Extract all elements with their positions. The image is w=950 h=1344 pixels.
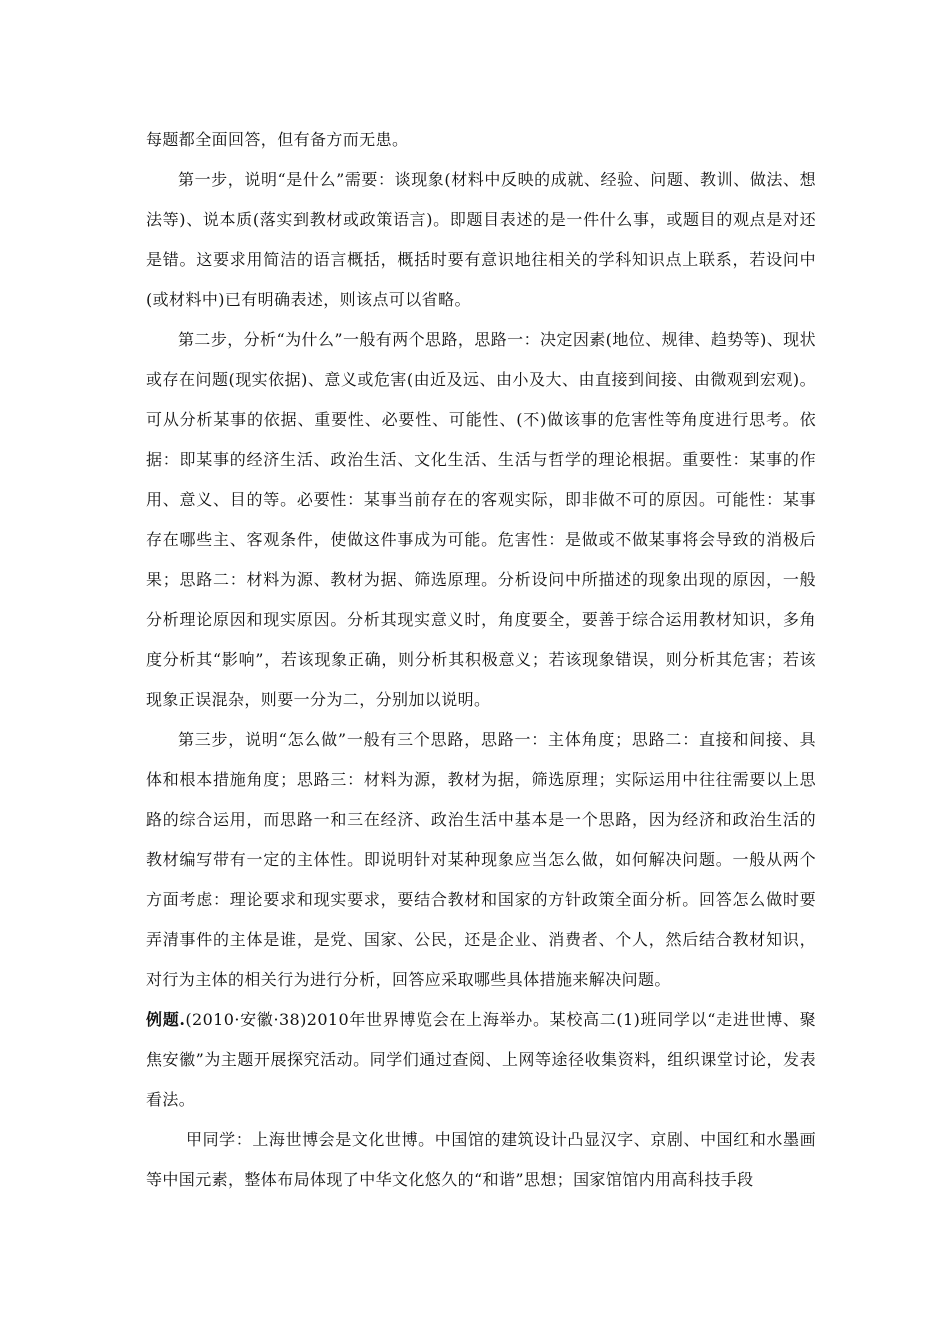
student-a-paragraph: 甲同学：上海世博会是文化世博。中国馆的建筑设计凸显汉字、京剧、中国红和水墨画等中国元素，整体布局体现了中华文化悠久的“和谐”思想；国家馆馆内用高科技手段 (146, 1130, 816, 1189)
document-body (146, 120, 816, 1200)
step3-paragraph: 第三步，说明“怎么做”一般有三个思路，思路一：主体角度；思路二：直接和间接、具体和根本措施角度；思路三：材料为源，教材为据，筛选原理；实际运用中往往需要以上思路的综合运用，而思路一和三在经济、政治生活中基本是一个思路，因为经济和政治生活的教材编写带有一定的主体性。即说明针对某种现象应当怎么做，如何解决问题。一般从两个方面考虑：理论要求和现实要求，要结合教材和国家的方针政策全面分析。回答怎么做时要弄清事件的主体是谁，是党、国家、公民，还是企业、消费者、个人，然后结合教材知识，对行为主体的相关行为进行分析，回答应采取哪些具体措施来解决问题。 (146, 730, 816, 989)
example-paragraph (146, 1000, 816, 1120)
step1-paragraph: 第一步，说明“是什么”需要：谈现象(材料中反映的成就、经验、问题、教训、做法、想法等)、说本质(落实到教材或政策语言)。即题目表述的是一件什么事，或题目的观点是对还是错。这要求用简洁的语言概括，概括时要有意识地往相关的学科知识点上联系，若设问中(或材料中)已有明确表述，则该点可以省略。 (146, 170, 816, 309)
step2-paragraph: 第二步，分析“为什么”一般有两个思路，思路一：决定因素(地位、规律、趋势等)、现状或存在问题(现实依据)、意义或危害(由近及远、由小及大、由直接到间接、由微观到宏观)。可从分析某事的依据、重要性、必要性、可能性、(不)做该事的危害性等角度进行思考。依据：即某事的经济生活、政治生活、文化生活、生活与哲学的理论根据。重要性：某事的作用、意义、目的等。必要性：某事当前存在的客观实际，即非做不可的原因。可能性：某事存在哪些主、客观条件，使做这件事成为可能。危害性：是做或不做某事将会导致的消极后果；思路二：材料为源、教材为据、筛选原理。分析设问中所描述的现象出现的原因，一般分析理论原因和现实原因。分析其现实意义时，角度要全，要善于综合运用教材知识，多角度分析其“影响”，若该现象正确，则分析其积极意义；若该现象错误，则分析其危害；若该现象正误混杂，则要一分为二，分别加以说明。 (146, 330, 816, 709)
example-label: 例题. (146, 1010, 186, 1029)
intro-paragraph: 每题都全面回答，但有备方而无患。 (146, 130, 409, 149)
example-text: (2010·安徽·38)2010年世界博览会在上海举办。某校高二(1)班同学以“走进世博、聚焦安徽”为主题开展探究活动。同学们通过查阅、上网等途径收集资料，组织课堂讨论，发表看法。 (146, 1010, 816, 1109)
